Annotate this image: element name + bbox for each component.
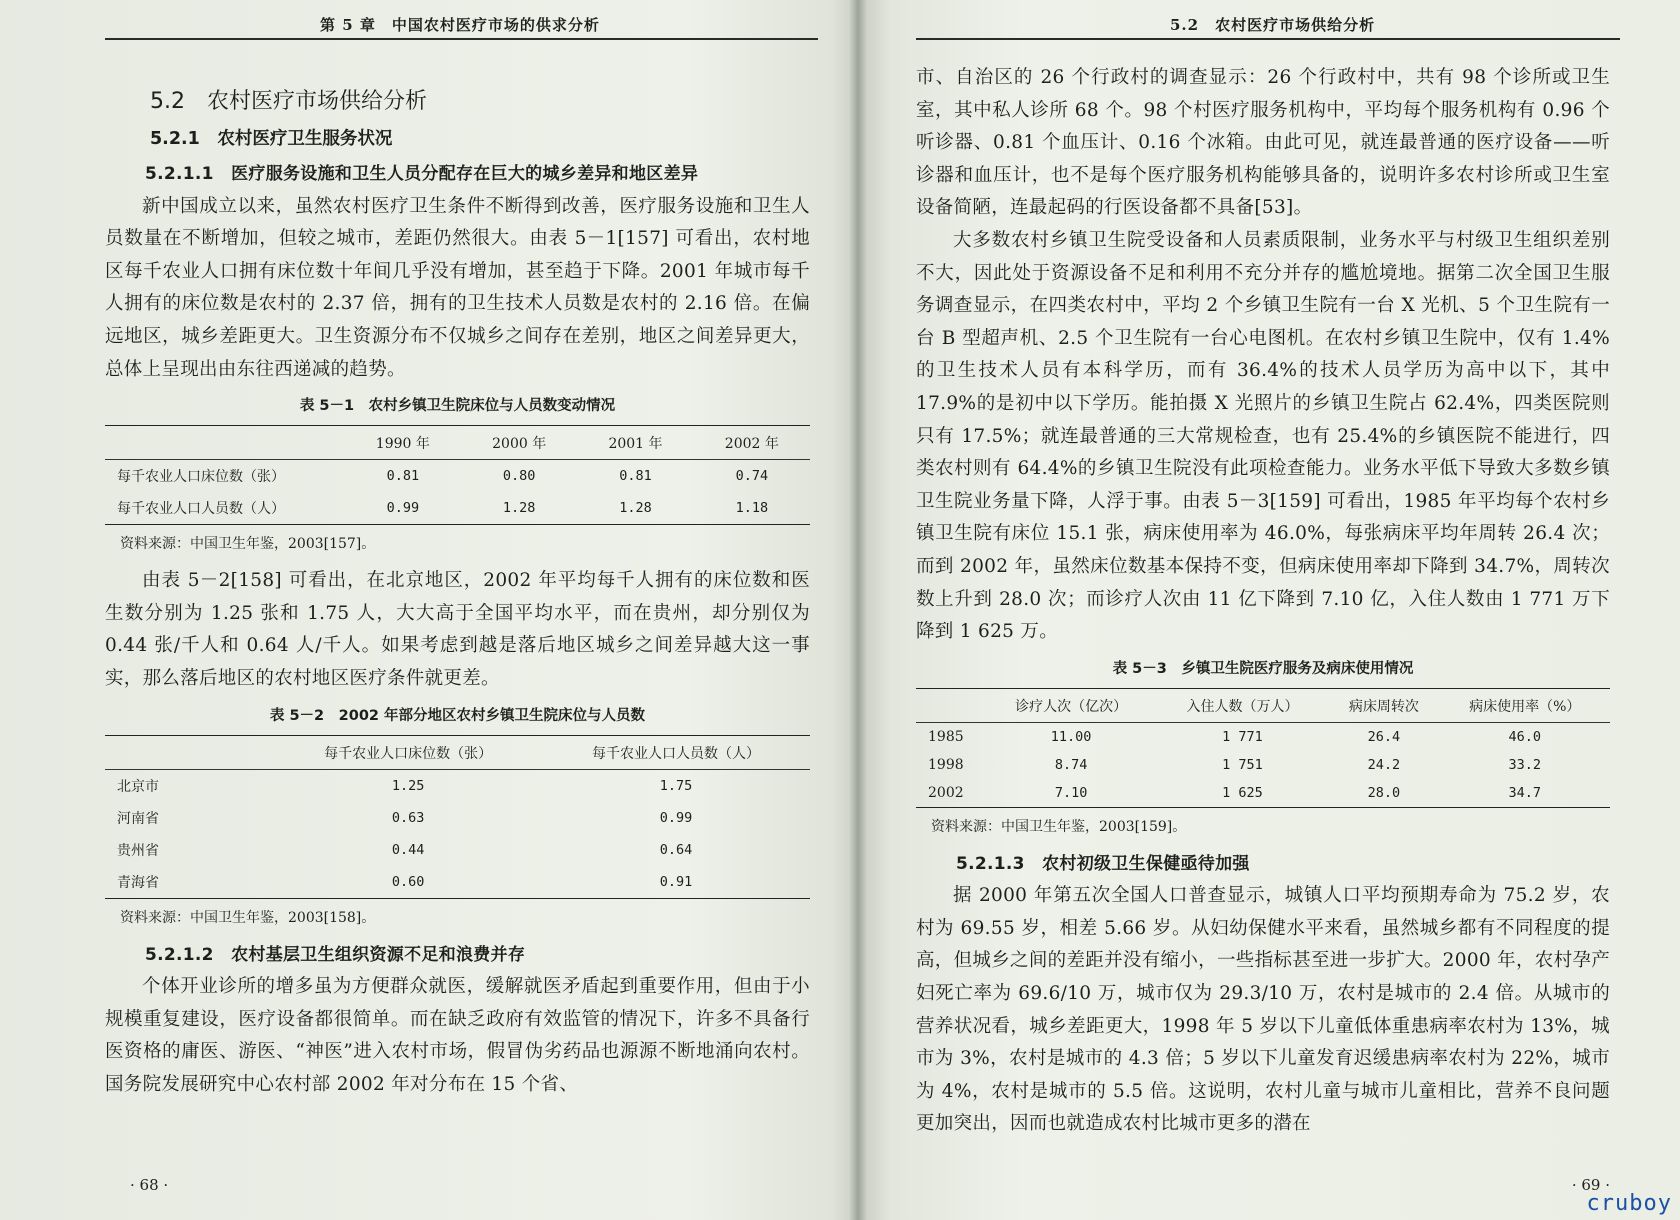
table-row: 北京市 1.25 1.75 bbox=[117, 777, 693, 795]
table-5-1 bbox=[105, 425, 810, 525]
table-row: 青海省 0.60 0.91 bbox=[117, 873, 693, 891]
header-rule-left bbox=[105, 38, 818, 40]
table-header: 2001 年 bbox=[577, 426, 693, 460]
table-row: 贵州省 0.44 0.64 bbox=[117, 841, 693, 859]
table-header bbox=[105, 426, 345, 460]
subsection-title: 5.2.1 农村医疗卫生服务状况 bbox=[150, 129, 393, 149]
table-header: 诊疗人次（亿次） bbox=[985, 688, 1156, 722]
table-header bbox=[916, 688, 985, 722]
paragraph-3-right: 据 2000 年第五次全国人口普查显示，城镇人口平均预期寿命为 75.2 岁，农村为 69.55 岁，相差 5.66 岁。从妇幼保健水平来看，虽然城乡都有不同程度的提高，但城乡之间的差距并没有缩小，一些指标甚至进一步扩大。2000 年，农村孕产妇死亡率为 69.6/10 万，城市仅为 29.3/10 万，农村是城市的 2.4 倍。从城市的营养状况看，城乡差距更大，1998 年 5 岁以下儿童低体重患病率农村为 13%，城市为 3%，农村是城市的 4.3 倍；5 岁以下儿童发育迟缓患病率农村为 22%，城市为 4%，农村是城市的 5.5 倍。这说明，农村儿童与城市儿童相比，营养不良问题更加突出，因而也就造成农村比城市更多的潜在 bbox=[916, 885, 1610, 1135]
table-header: 入住人数（万人） bbox=[1157, 688, 1328, 722]
table1-source: 资料来源：中国卫生年鉴，2003[157]。 bbox=[120, 536, 376, 553]
book-gutter bbox=[848, 0, 868, 1220]
table-row: 1998 8.74 1 751 24.2 33.2 bbox=[928, 756, 1542, 773]
table-header: 病床使用率（%） bbox=[1440, 688, 1610, 722]
table-row: 2002 7.10 1 625 28.0 34.7 bbox=[928, 784, 1542, 801]
table3-source: 资料来源：中国卫生年鉴，2003[159]。 bbox=[931, 818, 1187, 835]
paragraph-continued: 市、自治区的 26 个行政村的调查显示：26 个行政村中，共有 98 个诊所或卫生室，其中私人诊所 68 个。98 个村医疗服务机构中，平均每个服务机构有 0.96 个听诊器、0.81 个血压计、0.16 个冰箱。由此可见，就连最普通的医疗设备——听诊器和血压计，也不是每个医疗服务机构能够具备的，说明许多农村诊所或卫生室设备简陋，连最起码的行医设备都不具备[53]。 bbox=[916, 67, 1610, 219]
page-number-right: · 69 · bbox=[1571, 1176, 1610, 1194]
table-5-2 bbox=[105, 735, 810, 899]
table-row: 1985 11.00 1 771 26.4 46.0 bbox=[928, 728, 1542, 745]
right-page bbox=[858, 0, 1680, 1220]
paragraph-1: 新中国成立以来，虽然农村医疗卫生条件不断得到改善，医疗服务设施和卫生人员数量在不断增加，但较之城市，差距仍然很大。由表 5－1[157] 可看出，农村地区每千农业人口拥有床位数十年间几乎没有增加，甚至趋于下降。2001 年城市每千人拥有的床位数是农村的 2.37 倍，拥有的卫生技术人员数是农村的 2.16 倍。在偏远地区，城乡差距更大。卫生资源分布不仅城乡之间存在差别，地区之间差异更大，总体上呈现出由东往西递减的趋势。 bbox=[105, 195, 810, 380]
table-header: 1990 年 bbox=[345, 426, 461, 460]
table1-caption: 表 5－1 农村乡镇卫生院床位与人员数变动情况 bbox=[299, 398, 616, 415]
table-5-3 bbox=[916, 688, 1610, 808]
table-header: 每千农业人口人员数（人） bbox=[542, 735, 810, 769]
subsub-heading-2: 5.2.1.2 农村基层卫生组织资源不足和浪费并存 bbox=[145, 944, 526, 965]
watermark: cruboy bbox=[1586, 1191, 1672, 1216]
table2-caption: 表 5－2 2002 年部分地区农村乡镇卫生院床位与人员数 bbox=[269, 707, 646, 724]
subsub-heading-1: 5.2.1.1 医疗服务设施和卫生人员分配存在巨大的城乡差异和地区差异 bbox=[145, 164, 699, 184]
table3-caption: 表 5－3 乡镇卫生院医疗服务及病床使用情况 bbox=[1112, 660, 1414, 677]
running-head-left: 第 5 章 中国农村医疗市场的供求分析 bbox=[320, 16, 600, 34]
section-title: 5.2 农村医疗市场供给分析 bbox=[150, 89, 427, 114]
table-header: 每千农业人口床位数（张） bbox=[274, 735, 542, 769]
subsub-heading-3: 5.2.1.3 农村初级卫生保健亟待加强 bbox=[956, 853, 1250, 874]
paragraph-2-right: 大多数农村乡镇卫生院受设备和人员素质限制，业务水平与村级卫生组织差别不大，因此处于资源设备不足和利用不充分并存的尴尬境地。据第二次全国卫生服务调查显示，在四类农村中，平均 2 个乡镇卫生院有一台 X 光机、5 个卫生院有一台 B 型超声机、2.5 个卫生院有一台心电图机。在农村乡镇卫生院中，仅有 1.4%的卫生技术人员有本科学历，而有 36.4%的技术人员学历为高中以下，其中 17.9%的是初中以下学历。能拍摄 X 光照片的乡镇卫生院占 62.4%，四类医院则只有 17.5%；就连最普通的三大常规检查，也有 25.4%的乡镇医院不能进行，四类农村则有 64.4%的乡镇卫生院没有此项检查能力。业务水平低下导致大多数乡镇卫生院业务量下降，人浮于事。由表 5－3[159] 可看出，1985 年平均每个农村乡镇卫生院有床位 15.1 张，病床使用率为 46.0%，每张病床平均年周转 26.4 次；而到 2002 年，虽然床位数基本保持不变，但病床使用率却下降到 34.7%，周转次数上升到 28.0 次；而诊疗人次由 11 亿下降到 7.10 亿，入住人数由 1 771 万下降到 1 625 万。 bbox=[916, 229, 1610, 643]
table-header bbox=[105, 735, 274, 769]
right-content bbox=[916, 62, 1610, 1141]
table-row: 每千农业人口床位数（张） 0.81 0.80 0.81 0.74 bbox=[117, 468, 769, 486]
table-header: 病床周转次 bbox=[1328, 688, 1439, 722]
running-head-right: 5.2 农村医疗市场供给分析 bbox=[1170, 16, 1376, 34]
header-rule-right bbox=[916, 38, 1620, 40]
left-content bbox=[105, 80, 810, 1102]
page-number-left: · 68 · bbox=[130, 1176, 169, 1194]
table-row: 每千农业人口人员数（人） 0.99 1.28 1.28 1.18 bbox=[117, 500, 769, 518]
table2-source: 资料来源：中国卫生年鉴，2003[158]。 bbox=[120, 909, 376, 926]
paragraph-3: 个体开业诊所的增多虽为方便群众就医，缓解就医矛盾起到重要作用，但由于小规模重复建设，医疗设备都很简单。而在缺乏政府有效监管的情况下，许多不具备行医资格的庸医、游医、“神医”进入农村市场，假冒伪劣药品也源源不断地涌向农村。国务院发展研究中心农村部 2002 年对分布在 15 个省、 bbox=[105, 976, 810, 1095]
table-header: 2002 年 bbox=[694, 426, 810, 460]
table-header: 2000 年 bbox=[461, 426, 577, 460]
paragraph-2: 由表 5－2[158] 可看出，在北京地区，2002 年平均每千人拥有的床位数和医生数分别为 1.25 张和 1.75 人，大大高于全国平均水平，而在贵州，却分别仅为 0.44 张/千人和 0.64 人/千人。如果考虑到越是落后地区城乡之间差异越大这一事实，那么落后地区的农村地区医疗条件就更差。 bbox=[105, 570, 810, 689]
table-row: 河南省 0.63 0.99 bbox=[117, 809, 693, 827]
